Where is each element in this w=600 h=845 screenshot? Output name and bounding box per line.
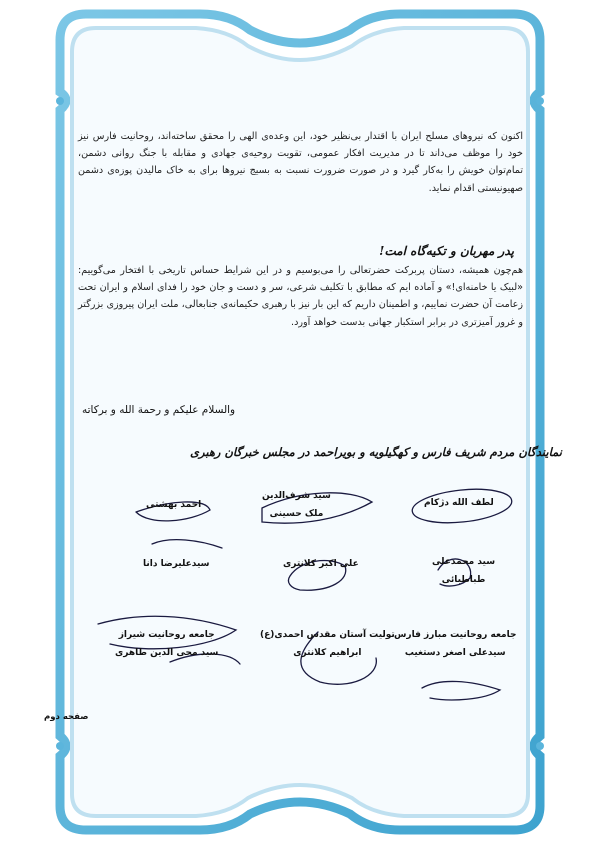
signatory-8 <box>260 630 395 658</box>
signatory-4-title: سید محمدعلی <box>432 557 496 567</box>
signatory-3 <box>146 500 201 510</box>
signatory-9 <box>115 630 218 658</box>
frame-corner-ornament <box>56 742 64 750</box>
signatory-7-name: سیدعلی اصغر دستغیب <box>404 648 506 658</box>
signatory-8-name: ابراهیم کلانتری <box>293 648 362 658</box>
signatory-9-name: سید محی الدین طاهری <box>115 648 219 658</box>
address-heading: پدر مهربان و تکیه‌گاه امت! <box>379 244 514 258</box>
frame-corner-ornament <box>536 742 544 750</box>
signatory-4 <box>432 557 495 585</box>
signatory-2 <box>262 491 331 519</box>
page-label: صفحه دوم <box>44 712 89 722</box>
signatory-2-name: ملک حسینی <box>269 509 324 519</box>
frame-corner-ornament <box>536 97 544 105</box>
signatory-1 <box>424 498 494 508</box>
signatory-5 <box>283 559 359 569</box>
signatory-7 <box>394 630 516 658</box>
signatory-6 <box>143 559 210 569</box>
signatory-8-title: تولیت آستان مقدس احمدی(ع) <box>260 630 395 640</box>
signatory-6-name: سیدعلیرضا دانا <box>143 559 210 569</box>
signatory-1-name: لطف الله دژکام <box>424 498 494 508</box>
representatives-title: نمایندگان مردم شریف فارس و کهگیلویه و بویراحمد در مجلس خبرگان رهبری <box>190 445 562 459</box>
frame-corner-ornament <box>56 97 64 105</box>
closing-salutation: والسلام علیکم و رحمة الله و برکاته <box>82 404 236 416</box>
signatory-3-name: احمد بهشتی <box>146 500 202 510</box>
signatory-2-title: سید شرف‌الدین <box>262 491 331 501</box>
signatory-4-name: طباطبائی <box>441 575 486 585</box>
letter-paragraph-1 <box>78 128 523 197</box>
letter-paragraph-2 <box>78 262 523 331</box>
paragraph-2-text: هم‌چون همیشه، دستان پربرکت حضرتعالی را می‌بوسیم و در این شرایط حساس تاریخی با افتخار می‌گوییم: «لبیک یا خامنه‌ای!» و آماده ایم که مطابق با تکلیف شرعی، سر و دست و جان خود را فدای اسلام و ایران تحت زعامت آن حضرت نماییم، و اطمینان داریم که این بار نیز با رهبری حکیمانه‌ی جنابعالی، ملت ایران پیروزی بزرگتر و غرور آمیزتری در برابر استکبار جهانی بدست خواهد آورد. <box>78 265 523 328</box>
signatory-7-title: جامعه روحانیت مبارز فارس <box>394 630 517 640</box>
signatory-5-name: علی اکبر کلانتری <box>283 559 359 569</box>
paragraph-1-text: اکنون که نیروهای مسلح ایران با اقتدار بی‌نظیر خود، این وعده‌ی الهی را محقق ساخته‌اند، روحانیت فارس نیز خود را موظف می‌داند تا در مدیریت افکار عمومی، تقویت روحیه‌ی جهادی و مقابله با جنگ روانی دشمن، تمام‌توان خویش را به‌کار گیرد و در صورت ضرورت نسبت به بسیج نیروها برای به خاک مالیدن پوزه‌ی دشمن صهیونیستی اقدام نماید. <box>78 131 523 194</box>
signatory-9-title: جامعه روحانیت شیراز <box>118 630 215 640</box>
